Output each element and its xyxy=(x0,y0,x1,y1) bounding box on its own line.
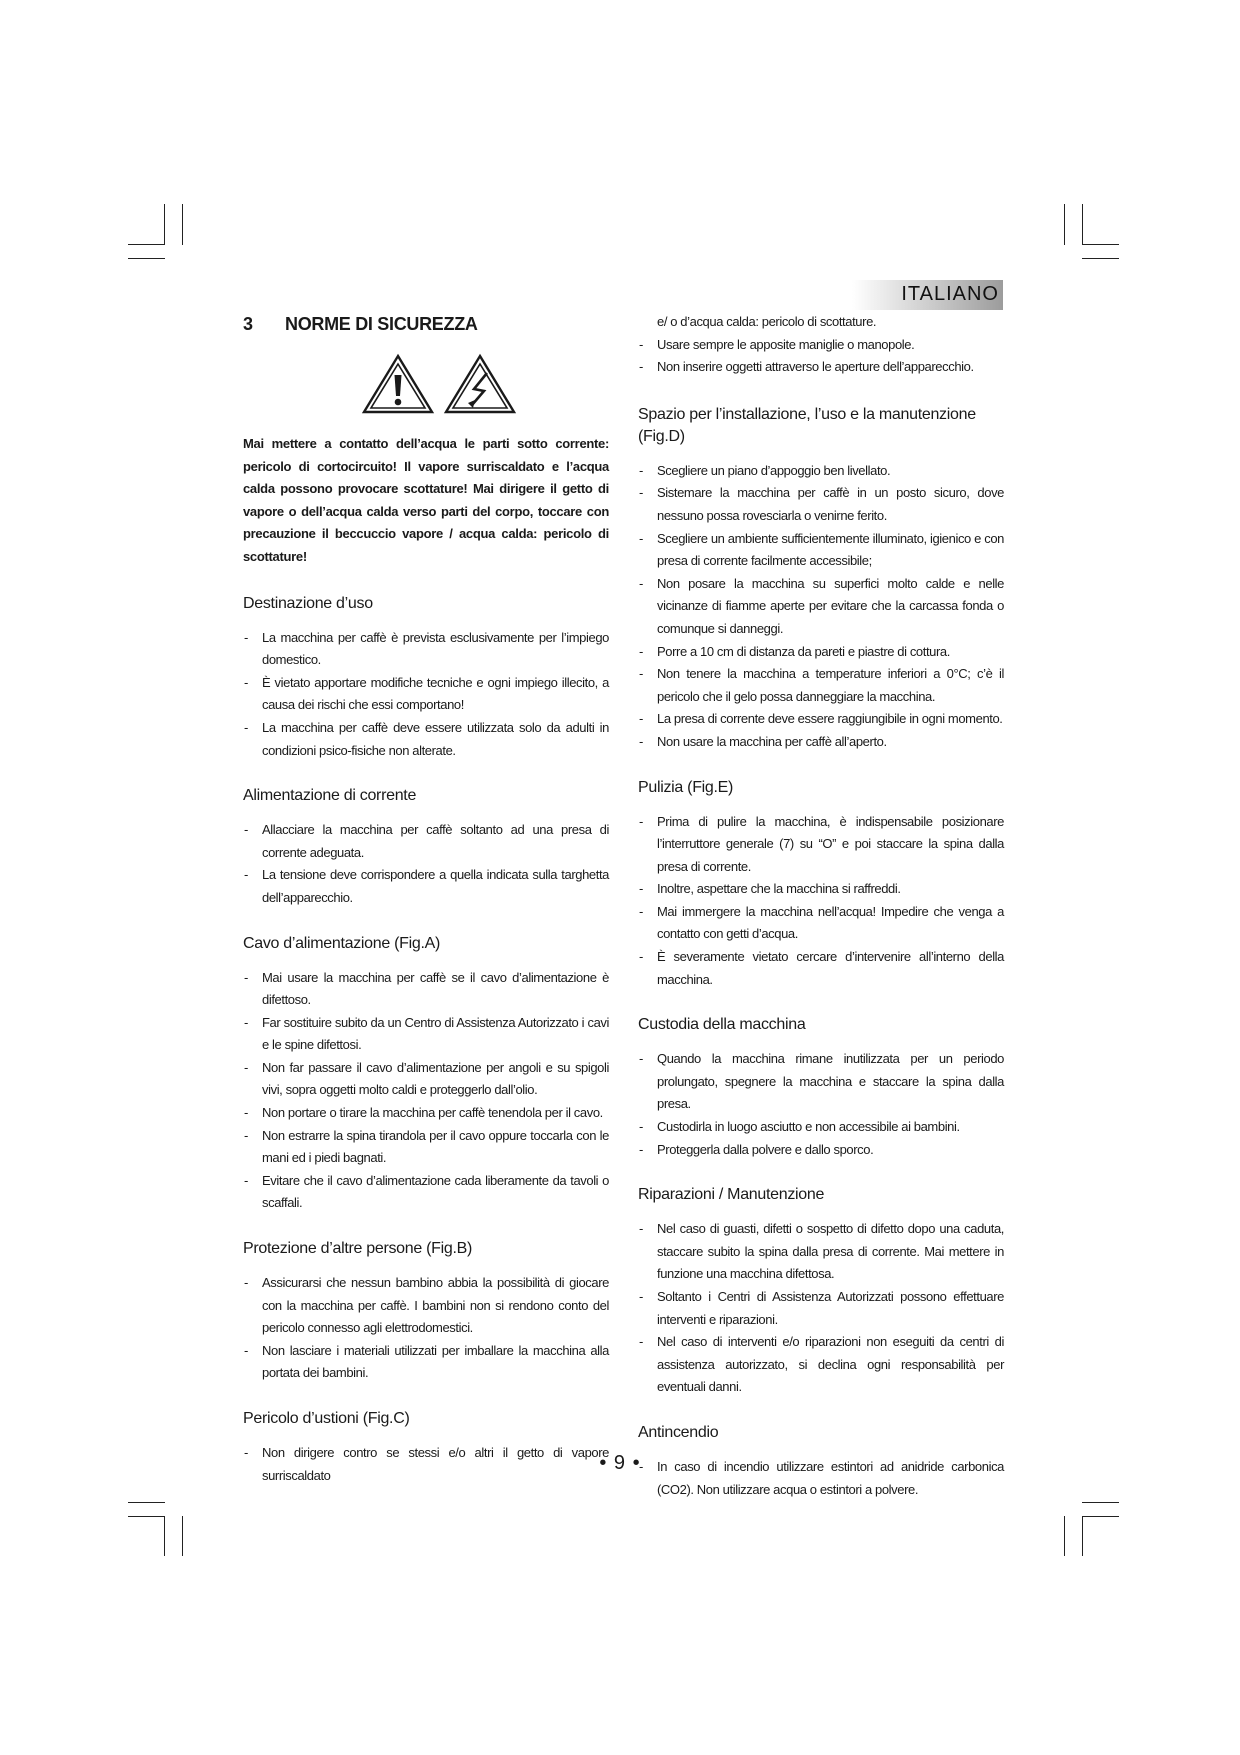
list-item: - Non posare la macchina su superfici molto calde e nelle vicinanze di fiamme aperte per evitare che la carcassa fonda o comunque si danneggi. xyxy=(638,573,1004,641)
list-item: - Nel caso di interventi e/o riparazioni non eseguiti da centri di assistenza autorizzato, si declina ogni responsabilità per eventuali danni. xyxy=(638,1331,1004,1399)
section-alimentazione xyxy=(243,785,609,909)
section-title: Spazio per l’installazione, l’uso e la manutenzione (Fig.D) xyxy=(638,405,976,445)
hazard-icons xyxy=(269,353,609,415)
list-item: - Sistemare la macchina per caffè in un posto sicuro, dove nessuno possa rovesciarla o venirne ferito. xyxy=(638,482,1004,527)
section-list xyxy=(243,967,609,1216)
list-item: - La tensione deve corrispondere a quella indicata sulla targhetta dell’apparecchio. xyxy=(243,864,609,909)
section-riparazioni xyxy=(638,1184,1004,1399)
list-item: - Assicurarsi che nessun bambino abbia la possibilità di giocare con la macchina per caffè. I bambini non si rendono conto del pericolo connesso agli elettrodomestici. xyxy=(243,1272,609,1340)
section-title: Pericolo d’ustioni (Fig.C) xyxy=(243,1410,410,1427)
language-tab xyxy=(852,280,1003,310)
section-list xyxy=(638,1048,1004,1161)
list-item: - La presa di corrente deve essere raggiungibile in ogni momento. xyxy=(638,708,1004,731)
crop-mark xyxy=(1082,1516,1119,1517)
list-item: - Porre a 10 cm di distanza da pareti e piastre di cottura. xyxy=(638,641,1004,664)
section-title: Custodia della macchina xyxy=(638,1016,806,1034)
section-pulizia xyxy=(638,777,1004,992)
crop-mark xyxy=(128,244,165,245)
list-item: - Scegliere un ambiente sufficientemente illuminato, igienico e con presa di corrente facilmente accessibile; xyxy=(638,528,1004,573)
section-title: Cavo d’alimentazione (Fig.A) xyxy=(243,934,441,952)
section-list xyxy=(243,1272,609,1385)
list-item: - Scegliere un piano d’appoggio ben livellato. xyxy=(638,460,1004,483)
section-ustioni xyxy=(243,1408,609,1487)
crop-mark xyxy=(1082,1516,1083,1556)
list-item: e/ o d’acqua calda: pericolo di scottature. xyxy=(657,314,877,329)
section-cavo xyxy=(243,933,609,1216)
list-item: - Non far passare il cavo d’alimentazione per angoli e su spigoli vivi, sopra oggetti molto caldi e proteggerlo dall’olio. xyxy=(243,1057,609,1102)
left-column xyxy=(243,311,609,1487)
crop-mark xyxy=(1064,1516,1065,1556)
crop-mark xyxy=(1082,204,1083,245)
list-item: - Soltanto i Centri di Assistenza Autorizzati possono effettuare interventi e riparazioni. xyxy=(638,1286,1004,1331)
list-item: - Non tenere la macchina a temperature inferiori a 0°C; c’è il pericolo che il gelo possa danneggiare la macchina. xyxy=(638,663,1004,708)
list-item: - Mai immergere la macchina nell’acqua! Impedire che venga a contatto con getti d’acqua. xyxy=(638,901,1004,946)
list-item: - Inoltre, aspettare che la macchina si raffreddi. xyxy=(638,878,1004,901)
list-item: - È severamente vietato cercare d’intervenire all’interno della macchina. xyxy=(638,946,1004,991)
list-item: - La macchina per caffè è prevista esclusivamente per l’impiego domestico. xyxy=(243,627,609,672)
list-item: - Non portare o tirare la macchina per caffè tenendola per il cavo. xyxy=(243,1102,609,1125)
section-list xyxy=(638,811,1004,992)
chapter-number: 3 xyxy=(243,314,253,334)
crop-mark xyxy=(128,1502,165,1503)
section-title: Destinazione d’uso xyxy=(243,594,373,612)
section-title: Protezione d’altre persone (Fig.B) xyxy=(243,1240,473,1258)
list-item: - È vietato apportare modifiche tecniche e ogni impiego illecito, a causa dei rischi che essi comportano! xyxy=(243,672,609,717)
list-item: - Proteggerla dalla polvere e dallo sporco. xyxy=(638,1139,1004,1162)
continuation-list xyxy=(638,311,1004,379)
crop-mark xyxy=(182,1516,183,1556)
list-item: - Usare sempre le apposite maniglie o manopole. xyxy=(638,334,1004,357)
right-column xyxy=(638,311,1004,1501)
crop-mark xyxy=(182,204,183,245)
section-list xyxy=(638,460,1004,754)
section-title: Antincendio xyxy=(638,1423,719,1441)
section-title: Alimentazione di corrente xyxy=(243,787,417,805)
list-item: - Nel caso di guasti, difetti o sospetto di difetto dopo una caduta, staccare subito la spina dalla presa di corrente. Mai mettere in funzione una macchina difettosa. xyxy=(638,1218,1004,1286)
crop-mark xyxy=(164,204,165,245)
section-destinazione xyxy=(243,593,609,763)
electrical-hazard-icon xyxy=(443,353,517,415)
list-item: - Mai usare la macchina per caffè se il cavo d’alimentazione è difettoso. xyxy=(243,967,609,1012)
safety-warning-intro: Mai mettere a contatto dell’acqua le parti sotto corrente: pericolo di cortocircuito! Il vapore surriscaldato e l’acqua calda possono provocare scottature! Mai dirigere il getto di vapore o dell’acqua calda verso parti del corpo, toccare con precauzione il beccuccio vapore / acqua calda: pericolo di scottature! xyxy=(243,436,609,564)
crop-mark xyxy=(128,1516,165,1517)
crop-mark xyxy=(128,258,165,259)
crop-mark xyxy=(1064,204,1065,245)
list-item: - Non usare la macchina per caffè all’aperto. xyxy=(638,731,1004,754)
list-item: - Non lasciare i materiali utilizzati per imballare la macchina alla portata dei bambini. xyxy=(243,1340,609,1385)
section-list xyxy=(638,1218,1004,1399)
crop-mark xyxy=(1082,1502,1119,1503)
list-item: - Quando la macchina rimane inutilizzata per un periodo prolungato, spegnere la macchina e staccare la spina dalla presa. xyxy=(638,1048,1004,1116)
section-title: Riparazioni / Manutenzione xyxy=(638,1186,825,1204)
list-item: - Far sostituire subito da un Centro di Assistenza Autorizzato i cavi e le spine difettosi. xyxy=(243,1012,609,1057)
crop-mark xyxy=(1082,244,1119,245)
page-number: • 9 • xyxy=(599,1452,641,1474)
section-spazio xyxy=(638,404,1004,754)
language-label: ITALIANO xyxy=(901,283,999,305)
crop-mark xyxy=(1082,258,1119,259)
section-list xyxy=(243,819,609,909)
warning-exclamation-icon xyxy=(361,353,435,415)
section-protezione xyxy=(243,1238,609,1385)
chapter-title: NORME DI SICUREZZA xyxy=(285,314,478,334)
crop-mark xyxy=(164,1516,165,1556)
section-title: Pulizia (Fig.E) xyxy=(638,778,734,796)
section-custodia xyxy=(638,1014,1004,1161)
list-item: - Evitare che il cavo d’alimentazione cada liberamente da tavoli o scaffali. xyxy=(243,1170,609,1215)
list-item: - Non estrarre la spina tirandola per il cavo oppure toccarla con le mani ed i piedi bagnati. xyxy=(243,1125,609,1170)
list-item: - Allacciare la macchina per caffè soltanto ad una presa di corrente adeguata. xyxy=(243,819,609,864)
section-list xyxy=(243,627,609,763)
list-item: - Prima di pulire la macchina, è indispensabile posizionare l’interruttore generale (7) su “O” e poi staccare la spina dalla presa di corrente. xyxy=(638,811,1004,879)
list-item: - La macchina per caffè deve essere utilizzata solo da adulti in condizioni psico-fisiche non alterate. xyxy=(243,717,609,762)
list-item: - Custodirla in luogo asciutto e non accessibile ai bambini. xyxy=(638,1116,1004,1139)
list-item: - In caso di incendio utilizzare estintori ad anidride carbonica (CO2). Non utilizzare acqua o estintori a polvere. xyxy=(638,1456,1004,1501)
list-item: - Non dirigere contro se stessi e/o altri il getto di vapore surriscaldato xyxy=(243,1442,609,1487)
chapter-heading xyxy=(243,311,609,337)
list-item: - Non inserire oggetti attraverso le aperture dell’apparecchio. xyxy=(638,356,1004,379)
